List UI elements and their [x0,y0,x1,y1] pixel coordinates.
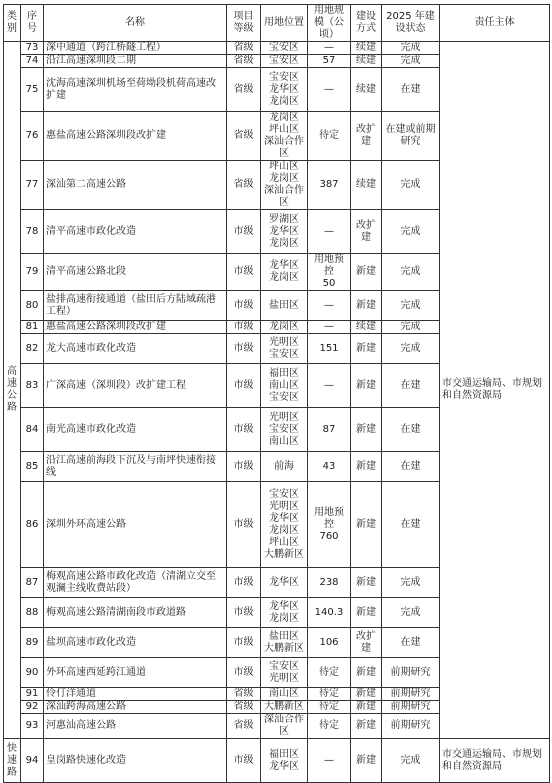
row-location: 宝安区 光明区 龙华区 龙岗区 坪山区 大鹏新区 [261,482,308,568]
row-location: 龙华区 龙岗区 [261,598,308,628]
row-seq: 75 [21,68,44,112]
row-location: 福田区 龙华区 [261,739,308,783]
row-seq: 92 [21,701,44,714]
row-status: 完成 [382,161,440,210]
row-location: 前海 [261,452,308,482]
row-mode: 改扩建 [351,210,382,254]
row-area: 238 [308,568,351,598]
header-row [4,5,550,42]
row-area: 待定 [308,112,351,161]
row-status: 完成 [382,42,440,55]
row-seq: 94 [21,739,44,783]
row-status: 完成 [382,598,440,628]
row-level: 市级 [227,210,261,254]
row-area: 待定 [308,701,351,714]
row-area: — [308,364,351,408]
header-mode: 建设方式 [351,5,382,42]
row-level: 省级 [227,42,261,55]
row-location: 龙岗区 坪山区 深汕合作区 [261,112,308,161]
row-name: 盐排高速衔接通道（盐田后方陆域疏港工程） [44,291,227,321]
header-category: 类别 [4,5,21,42]
row-name: 沿江高速深圳段二期 [44,55,227,68]
row-area: 151 [308,334,351,364]
row-status: 完成 [382,334,440,364]
row-level: 省级 [227,55,261,68]
row-location: 福田区 南山区 宝安区 [261,364,308,408]
row-mode: 新建 [351,408,382,452]
row-mode: 新建 [351,658,382,688]
row-seq: 90 [21,658,44,688]
row-mode: 改扩建 [351,628,382,658]
row-location: 盐田区 大鹏新区 [261,628,308,658]
row-status: 前期研究 [382,701,440,714]
table-row [4,42,550,55]
row-mode: 新建 [351,739,382,783]
row-location: 大鹏新区 [261,701,308,714]
row-location: 龙华区 龙岗区 [261,254,308,291]
row-area: 用地预控 760 [308,482,351,568]
row-location: 光明区 宝安区 南山区 [261,408,308,452]
row-mode: 新建 [351,334,382,364]
header-level: 项目等级 [227,5,261,42]
row-area: 140.3 [308,598,351,628]
row-location: 宝安区 光明区 [261,658,308,688]
row-seq: 85 [21,452,44,482]
row-location: 盐田区 [261,291,308,321]
row-name: 深中通道（跨江桥隧工程） [44,42,227,55]
row-mode: 续建 [351,68,382,112]
row-seq: 93 [21,714,44,739]
row-name: 龙大高速市政化改造 [44,334,227,364]
row-level: 省级 [227,688,261,701]
row-mode: 新建 [351,568,382,598]
header-status: 2025 年建设状态 [382,5,440,42]
row-status: 在建 [382,364,440,408]
row-status: 在建 [382,408,440,452]
row-area: — [308,739,351,783]
row-name: 南光高速市政化改造 [44,408,227,452]
row-mode: 新建 [351,364,382,408]
row-name: 深圳外环高速公路 [44,482,227,568]
row-location: 宝安区 [261,42,308,55]
header-seq: 序号 [21,5,44,42]
row-status: 完成 [382,254,440,291]
row-name: 梅观高速公路清湖南段市政道路 [44,598,227,628]
row-level: 市级 [227,254,261,291]
row-seq: 79 [21,254,44,291]
row-level: 省级 [227,714,261,739]
row-mode: 续建 [351,161,382,210]
row-name: 伶仃洋通道 [44,688,227,701]
row-location: 罗湖区 龙华区 龙岗区 [261,210,308,254]
row-status: 完成 [382,568,440,598]
row-seq: 89 [21,628,44,658]
row-status: 完成 [382,321,440,334]
row-location: 坪山区 龙岗区 深汕合作区 [261,161,308,210]
header-name: 名称 [44,5,227,42]
row-seq: 80 [21,291,44,321]
row-mode: 续建 [351,55,382,68]
row-area: — [308,291,351,321]
row-seq: 84 [21,408,44,452]
row-area: — [308,68,351,112]
row-level: 省级 [227,161,261,210]
row-area: 43 [308,452,351,482]
row-level: 市级 [227,568,261,598]
row-area: 待定 [308,714,351,739]
row-mode: 改扩建 [351,112,382,161]
row-area: 用地预控 50 [308,254,351,291]
row-seq: 74 [21,55,44,68]
row-status: 在建 [382,628,440,658]
owner-cell: 市交通运输局、市规划和自然资源局 [440,739,550,783]
row-mode: 新建 [351,482,382,568]
row-status: 前期研究 [382,658,440,688]
row-status: 完成 [382,739,440,783]
row-area: 57 [308,55,351,68]
row-name: 沿江高速前海段下沉及与南坪快速衔接线 [44,452,227,482]
row-location: 南山区 [261,688,308,701]
row-name: 深汕第二高速公路 [44,161,227,210]
row-area: 待定 [308,688,351,701]
row-seq: 77 [21,161,44,210]
row-status: 在建或前期研究 [382,112,440,161]
row-level: 市级 [227,291,261,321]
row-mode: 新建 [351,714,382,739]
row-mode: 新建 [351,598,382,628]
row-level: 市级 [227,334,261,364]
row-location: 深汕合作区 [261,714,308,739]
row-status: 完成 [382,291,440,321]
row-location: 宝安区 [261,55,308,68]
row-level: 省级 [227,68,261,112]
row-level: 市级 [227,482,261,568]
owner-cell: 市交通运输局、市规划和自然资源局 [440,42,550,739]
category-cell: 快速路 [4,739,21,783]
row-mode: 新建 [351,452,382,482]
row-location: 龙华区 [261,568,308,598]
row-area: 待定 [308,658,351,688]
row-seq: 83 [21,364,44,408]
row-status: 完成 [382,55,440,68]
row-area: — [308,42,351,55]
row-name: 皇岗路快速化改造 [44,739,227,783]
row-mode: 新建 [351,254,382,291]
row-level: 市级 [227,452,261,482]
row-seq: 78 [21,210,44,254]
row-level: 市级 [227,628,261,658]
row-seq: 86 [21,482,44,568]
row-name: 梅观高速公路市政化改造（清湖立交至观澜主线收费站段） [44,568,227,598]
row-seq: 87 [21,568,44,598]
row-level: 市级 [227,598,261,628]
row-location: 龙岗区 [261,321,308,334]
row-status: 在建 [382,482,440,568]
row-name: 外环高速西延跨江通道 [44,658,227,688]
project-table [3,4,550,783]
row-status: 在建 [382,452,440,482]
row-mode: 新建 [351,291,382,321]
row-location: 宝安区 龙华区 龙岗区 [261,68,308,112]
row-mode: 续建 [351,321,382,334]
row-name: 惠盐高速公路深圳段改扩建 [44,112,227,161]
row-status: 完成 [382,210,440,254]
row-location: 光明区 宝安区 [261,334,308,364]
row-area: — [308,321,351,334]
row-area: 87 [308,408,351,452]
row-name: 河惠汕高速公路 [44,714,227,739]
row-name: 清平高速市政化改造 [44,210,227,254]
header-owner: 责任主体 [440,5,550,42]
row-level: 市级 [227,408,261,452]
row-level: 市级 [227,739,261,783]
row-seq: 76 [21,112,44,161]
row-level: 省级 [227,112,261,161]
row-level: 市级 [227,321,261,334]
row-mode: 续建 [351,42,382,55]
header-area: 用地规模（公顷） [308,5,351,42]
row-status: 前期研究 [382,714,440,739]
row-name: 惠盐高速公路深圳段改扩建 [44,321,227,334]
row-name: 深汕跨海高速公路 [44,701,227,714]
row-name: 盐坝高速市政化改造 [44,628,227,658]
header-location: 用地位置 [261,5,308,42]
row-area: 387 [308,161,351,210]
table-row [4,739,550,783]
row-status: 前期研究 [382,688,440,701]
row-level: 省级 [227,701,261,714]
row-status: 在建 [382,68,440,112]
row-seq: 82 [21,334,44,364]
category-cell: 高速公路 [4,42,21,739]
row-seq: 88 [21,598,44,628]
row-mode: 新建 [351,701,382,714]
row-area: 106 [308,628,351,658]
row-name: 清平高速公路北段 [44,254,227,291]
row-name: 广深高速（深圳段）改扩建工程 [44,364,227,408]
row-seq: 91 [21,688,44,701]
row-seq: 73 [21,42,44,55]
row-name: 沈海高速深圳机场至荷坳段机荷高速改扩建 [44,68,227,112]
row-seq: 81 [21,321,44,334]
row-level: 市级 [227,658,261,688]
row-mode: 新建 [351,688,382,701]
row-level: 市级 [227,364,261,408]
table-body [4,42,550,783]
row-area: — [308,210,351,254]
